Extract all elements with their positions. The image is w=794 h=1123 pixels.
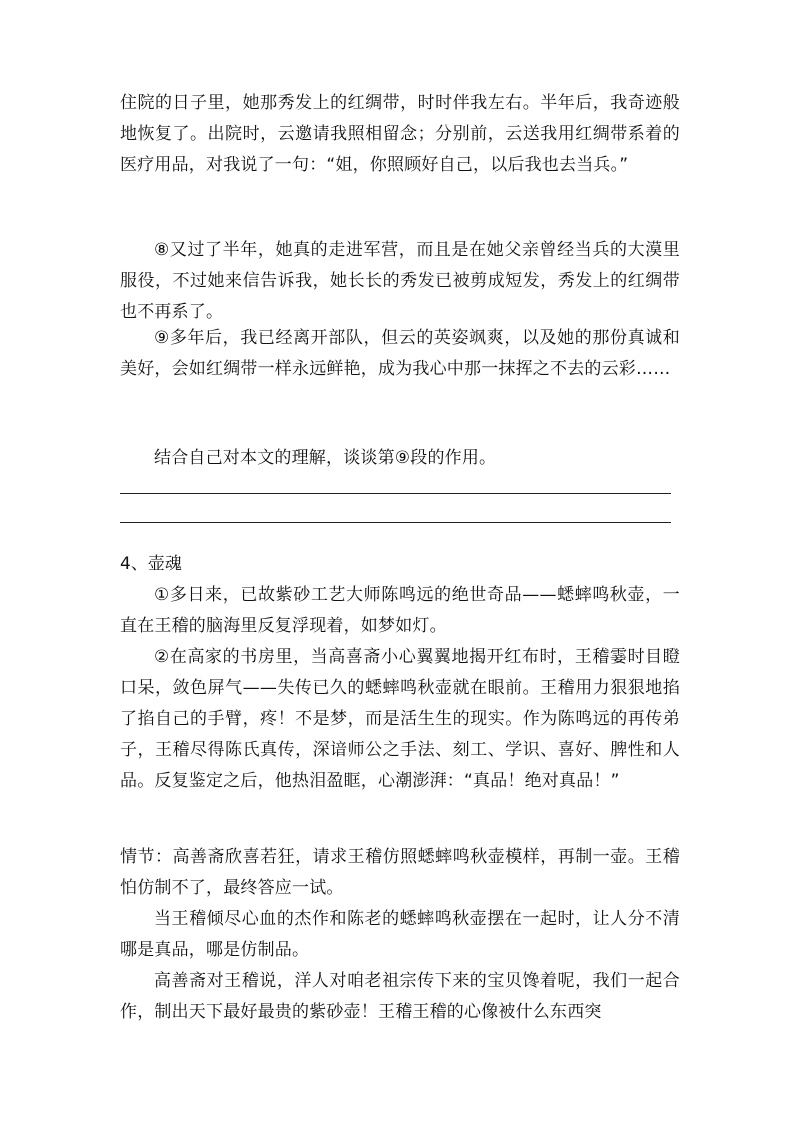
plot-summary: 情节：高善斋欣喜若狂，请求王稽仿照蟋蟀鸣秋壶模样，再制一壶。王稽怕仿制不了，最终答应一试。 (120, 847, 680, 898)
answer-line-2 (120, 522, 671, 523)
section-4-title: 4、壶魂 (120, 554, 182, 574)
section-4-paragraph-2: ②在高家的书房里，当高喜斋小心翼翼地揭开红布时，王稽霎时目瞪口呆，敛色屏气——失传已久的蟋蟀鸣秋壶就在眼前。王稽用力狠狠地掐了掐自己的手臂，疼！不是梦，而是活生生的现实。作为陈鸣远的再传弟子，王稽尽得陈氏真传，深谙师公之手法、刻工、学识、喜好、脾性和人品。反复鉴定之后，他热泪盈眶，心潮澎湃：“真品！绝对真品！” (120, 647, 680, 791)
plot-paragraph-3: 高善斋对王稽说，洋人对咱老祖宗传下来的宝贝馋着呢，我们一起合作，制出天下最好最贵的紫砂壶！王稽王稽的心像被什么东西突 (120, 971, 680, 1022)
answer-line-1 (120, 493, 671, 494)
section-4-paragraph-1: ①多日来，已故紫砂工艺大师陈鸣远的绝世奇品——蟋蟀鸣秋壶，一直在王稽的脑海里反复浮现着，如梦如灯。 (120, 585, 680, 636)
plot-paragraph-2: 当王稽倾尽心血的杰作和陈老的蟋蟀鸣秋壶摆在一起时，让人分不清哪是真品，哪是仿制品。 (120, 909, 680, 960)
paragraph-hospital: 住院的日子里，她那秀发上的红绸带，时时伴我左右。半年后，我奇迹般地恢复了。出院时，云邀请我照相留念；分别前，云送我用红绸带系着的医疗用品，对我说了一句：“姐，你照顾好自己，以后我也去当兵。” (120, 93, 680, 175)
paragraph-9: ⑨多年后，我已经离开部队，但云的英姿飒爽，以及她的那份真诚和美好，会如红绸带一样永远鲜艳，成为我心中那一抹挥之不去的云彩…… (120, 328, 680, 379)
paragraph-8: ⑧又过了半年，她真的走进军营，而且是在她父亲曾经当兵的大漠里服役，不过她来信告诉我，她长长的秀发已被剪成短发，秀发上的红绸带也不再系了。 (120, 240, 680, 322)
question-text: 结合自己对本文的理解，谈谈第⑨段的作用。 (154, 448, 497, 468)
